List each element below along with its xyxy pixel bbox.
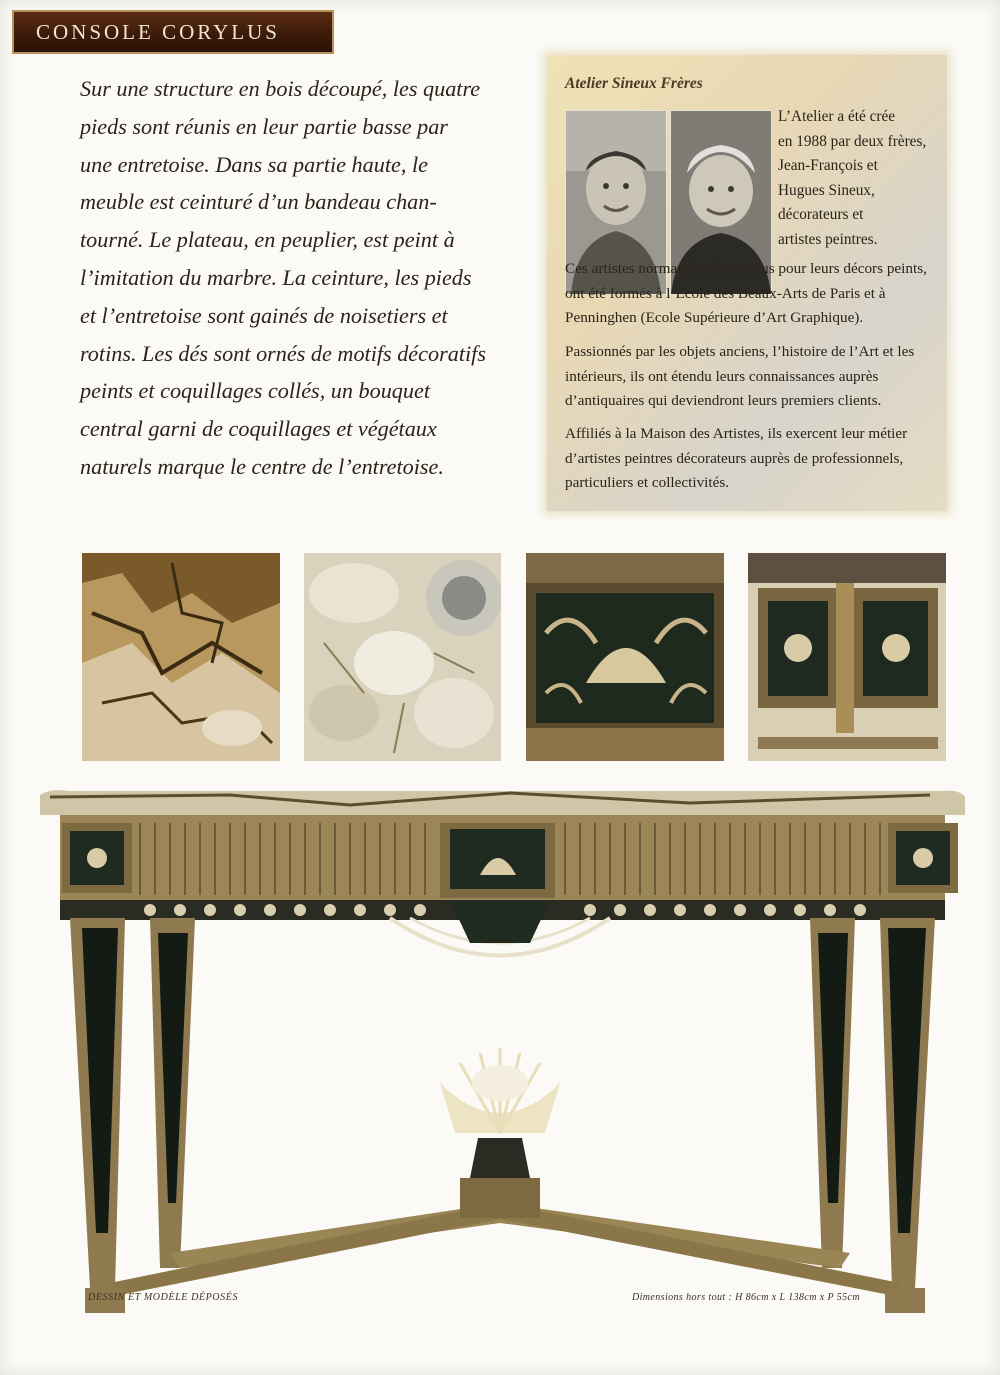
dimensions-note: Dimensions hors tout : H 86cm x L 138cm x P 55cm xyxy=(632,1292,860,1303)
intro-line: naturels marque le centre de l’entretoise. xyxy=(80,453,444,479)
intro-line: central garni de coquillages et végétaux xyxy=(80,416,437,442)
corner-die-detail-photo xyxy=(748,553,946,761)
intro-line: pieds sont réunis en leur partie basse par xyxy=(80,113,448,139)
intro-line: l’imitation du marbre. La ceinture, les pieds xyxy=(80,264,472,290)
atelier-intro-line: Hugues Sineux, xyxy=(778,181,875,199)
atelier-intro-line: en 1988 par deux frères, xyxy=(778,132,927,150)
intro-line: Sur une structure en bois découpé, les quatre xyxy=(80,76,481,101)
atelier-intro-line: décorateurs et xyxy=(778,206,864,223)
console-table-photo xyxy=(30,783,975,1323)
atelier-intro-line: L’Atelier a été crée xyxy=(778,108,896,125)
atelier-paragraph: Ces artistes normands, très connus pour leurs décors peints, ont été formés à l’Ecole des Beaux-Arts de Paris et à Penninghen (Ecole Supérieure d’Art Graphique). xyxy=(565,260,927,326)
artist-info-box xyxy=(547,55,947,511)
atelier-paragraph: Affiliés à la Maison des Artistes, ils exercent leur métier d’artistes peintres décorateurs auprès de professionnels, particuliers et collectivités. xyxy=(565,425,908,491)
intro-text xyxy=(80,70,490,486)
atelier-intro xyxy=(778,105,943,252)
atelier-intro-line: Jean-François et xyxy=(778,157,878,174)
page-title: CONSOLE CORYLUS xyxy=(36,19,280,44)
scallop-motif-detail-photo xyxy=(526,553,724,761)
intro-line: meuble est ceinturé d’un bandeau chan- xyxy=(80,189,437,215)
intro-line: une entretoise. Dans sa partie haute, le xyxy=(80,151,428,177)
marble-detail-photo xyxy=(82,553,280,761)
design-registered-note: DESSIN ET MODÈLE DÉPOSÉS xyxy=(88,1292,239,1303)
shells-detail-photo xyxy=(304,553,501,761)
intro-line: et l’entretoise sont gainés de noisetiers et xyxy=(80,302,448,328)
atelier-heading: Atelier Sineux Frères xyxy=(565,75,703,92)
atelier-intro-line: artistes peintres. xyxy=(778,230,878,248)
title-banner xyxy=(12,10,334,54)
atelier-paragraph: Passionnés par les objets anciens, l’histoire de l’Art et les intérieurs, ils ont étendu leurs connaissances auprès d’antiquaires qui deviendront leurs premiers clients. xyxy=(565,343,915,409)
intro-line: peints et coquillages collés, un bouquet xyxy=(80,378,431,404)
intro-line: tourné. Le plateau, en peuplier, est peint à xyxy=(80,227,455,253)
intro-line: rotins. Les dés sont ornés de motifs décoratifs xyxy=(80,340,486,366)
